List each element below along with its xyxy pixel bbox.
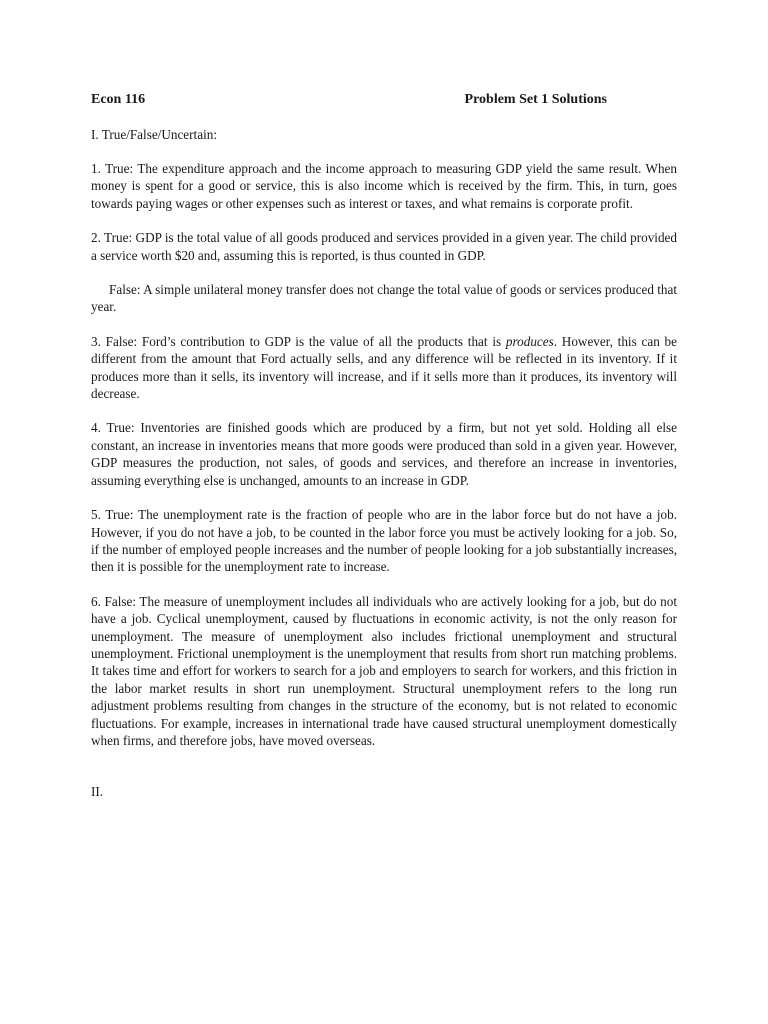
- answer-3-emphasis: produces: [505, 333, 554, 349]
- section-two-heading: II.: [91, 784, 104, 800]
- course-name: Econ 116: [91, 92, 146, 107]
- answer-3-after: . However, this can be different from the amount that Ford actually sells, and any difference will be reflected in its inventory. If it produces more than it sells, its inventory will increase, and if it sells more than it produces, its inventory will decrease.: [91, 333, 677, 402]
- answer-6: 6. False: The measure of unemployment includes all individuals who are actively looking for a job, but do not have a job. Cyclical unemployment, caused by fluctuations in economic activity, is not the only reason for unemployment. The measure of unemployment also includes frictional unemployment and structural unemployment. Frictional unemployment is the unemployment that results from short run matching problems. It takes time and effort for workers to search for a job and employers to search for workers, and this friction in the labor market results in short run unemployment. Structural unemployment refers to the long run adjustment problems resulting from changes in the structure of the economy, but is not related to economic fluctuations. For example, increases in international trade have caused structural unemployment domestically when firms, and therefore jobs, have moved overseas.: [91, 593, 677, 748]
- answer-1: 1. True: The expenditure approach and the income approach to measuring GDP yield the same result. When money is spent for a good or service, this is also income which is received by the firm. This, in turn, goes towards paying wages or other expenses such as interest or taxes, and what remains is corporate profit.: [91, 161, 677, 211]
- answer-2-false: False: A simple unilateral money transfer does not change the total value of goods or services produced that year.: [91, 282, 678, 315]
- answer-4: 4. True: Inventories are finished goods which are produced by a firm, but not yet sold. Holding all else constant, an increase in inventories means that more goods were produced than sold in a given year. However, GDP measures the production, not sales, of goods and services, and therefore an increase in inventories, assuming everything else is unchanged, amounts to an increase in GDP.: [91, 420, 677, 488]
- answer-2: 2. True: GDP is the total value of all goods produced and services provided in a given year. The child provided a service worth $20 and, assuming this is reported, is thus counted in GDP.: [91, 230, 677, 263]
- answer-3-before: 3. False: Ford’s contribution to GDP is the value of all the products that is: [91, 333, 506, 349]
- answer-5: 5. True: The unemployment rate is the fraction of people who are in the labor force but do not have a job. However, if you do not have a job, to be counted in the labor force you must be actively looking for a job. So, if the number of employed people increases and the number of people looking for a job substantially increases, then it is possible for the unemployment rate to increase.: [91, 507, 677, 575]
- document-header: [91, 91, 677, 109]
- document-title: Problem Set 1 Solutions: [464, 92, 607, 107]
- answer-3: [91, 333, 677, 403]
- section-one-heading: I. True/False/Uncertain:: [91, 127, 217, 142]
- document-page: [91, 91, 677, 800]
